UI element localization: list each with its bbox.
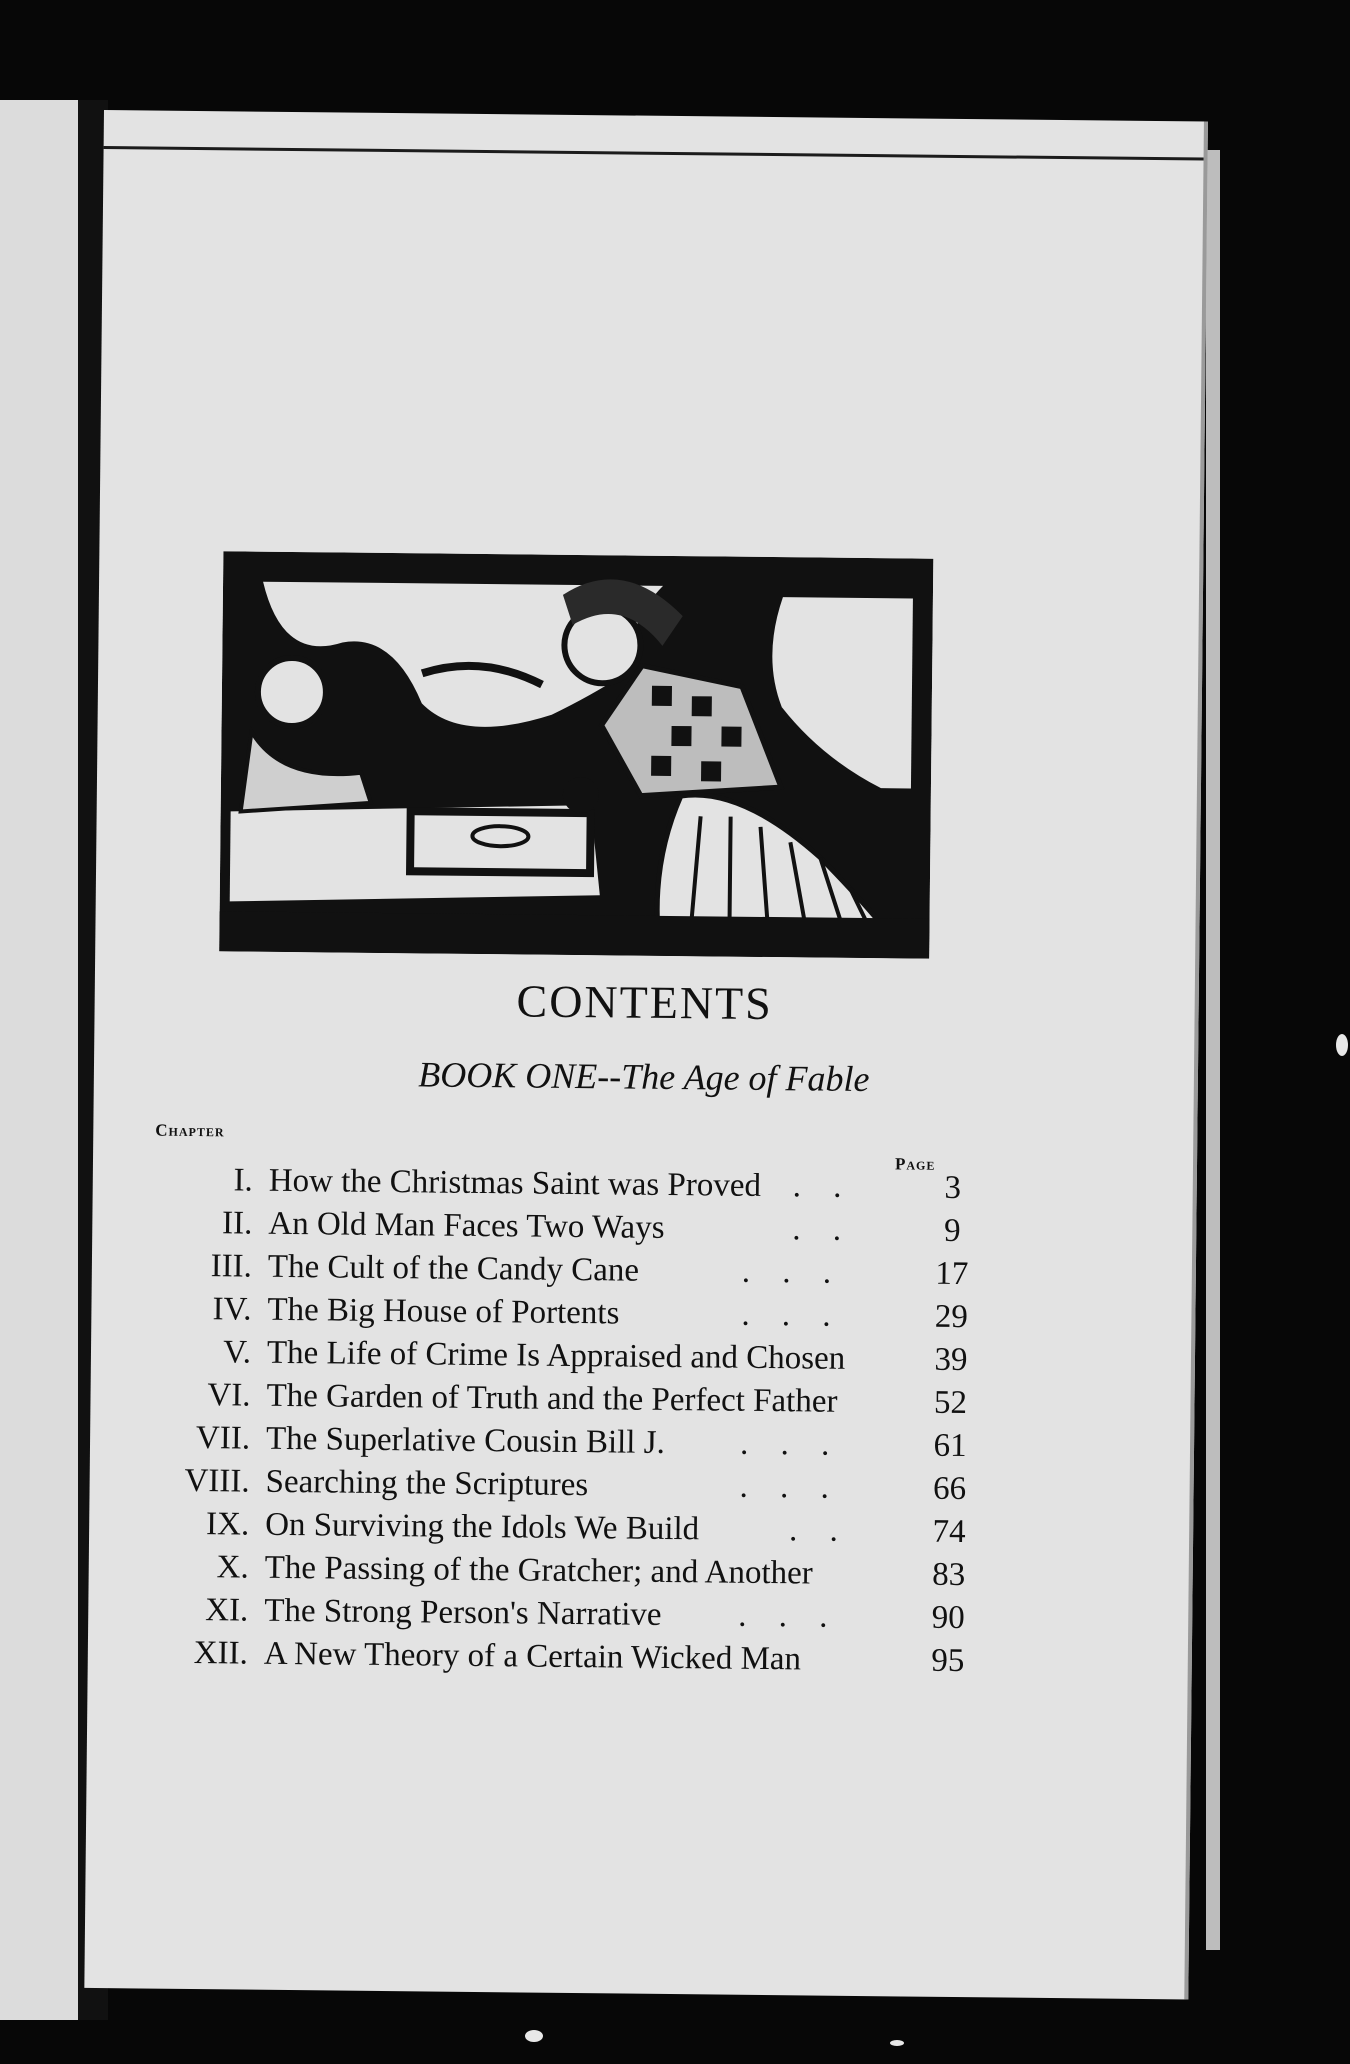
dot-leader: . . . [739, 1425, 842, 1463]
chapter-title: On Surviving the Idols We Build [265, 1506, 700, 1548]
page-edge-right [1206, 150, 1220, 1950]
woodcut-illustration [219, 551, 933, 958]
chapter-number: VII. [195, 1420, 251, 1457]
dot-leader: . . . [738, 1597, 840, 1635]
chapter-title: The Garden of Truth and the Perfect Father [266, 1377, 838, 1420]
page-number: 74 [932, 1513, 966, 1551]
chapter-number: III. [210, 1248, 253, 1285]
chapter-title: An Old Man Faces Two Ways [268, 1205, 665, 1246]
facing-page-edge [0, 100, 78, 2020]
chapter-number: X. [216, 1549, 249, 1586]
dot-leader: . . . [741, 1253, 844, 1291]
book-heading: BOOK ONE--The Age of Fable [418, 1054, 870, 1100]
page-number: 66 [932, 1470, 967, 1508]
chapter-number: VIII. [184, 1462, 250, 1500]
chapter-title: How the Christmas Saint was Proved [268, 1162, 762, 1204]
chapter-number: VI. [207, 1377, 251, 1414]
chapter-title: The Cult of the Candy Cane [267, 1248, 640, 1289]
page-number: 3 [944, 1169, 962, 1207]
chapter-title: The Passing of the Gratcher; and Another [264, 1549, 813, 1592]
scan-speck [890, 2040, 904, 2046]
page-number: 95 [931, 1642, 965, 1680]
chapter-title: Searching the Scriptures [265, 1463, 589, 1504]
chapter-title: The Strong Person's Narrative [264, 1592, 662, 1633]
page-number: 29 [934, 1298, 969, 1336]
top-rule [104, 146, 1204, 161]
contents-title: CONTENTS [516, 975, 774, 1030]
page-number: 9 [943, 1212, 961, 1250]
chapter-number: XI. [205, 1592, 249, 1629]
page-number: 52 [933, 1384, 968, 1422]
page-number: 17 [935, 1255, 969, 1293]
scan-speck [525, 2030, 543, 2042]
dot-leader: . . [792, 1168, 854, 1205]
chapter-column-header: Chapter [155, 1120, 225, 1141]
dot-leader: . . [792, 1211, 854, 1248]
chapter-title: A New Theory of a Certain Wicked Man [263, 1635, 802, 1678]
page-number: 61 [933, 1427, 967, 1465]
page-column-header: Page [894, 1154, 936, 1174]
chapter-number: IX. [205, 1506, 250, 1543]
page-number: 83 [932, 1556, 966, 1594]
page-number: 90 [931, 1599, 965, 1637]
toc-entry [128, 1631, 1008, 1683]
chapter-number: IV. [212, 1291, 252, 1328]
dot-leader: . . . [741, 1296, 843, 1334]
table-of-contents [128, 1158, 1013, 1683]
chapter-title: The Superlative Cousin Bill J. [265, 1420, 665, 1461]
chapter-number: V. [222, 1334, 252, 1371]
dot-leader: . . . [739, 1468, 842, 1506]
dot-leader: . . [788, 1512, 851, 1549]
page-number: 39 [934, 1341, 968, 1379]
chapter-number: XII. [193, 1635, 249, 1672]
chapter-number: I. [233, 1162, 253, 1199]
chapter-title: The Big House of Portents [267, 1291, 620, 1332]
chapter-number: II. [221, 1205, 253, 1242]
scan-speck [1336, 1034, 1348, 1056]
book-page [84, 110, 1208, 1999]
chapter-title: The Life of Crime Is Appraised and Chosen [266, 1334, 846, 1377]
